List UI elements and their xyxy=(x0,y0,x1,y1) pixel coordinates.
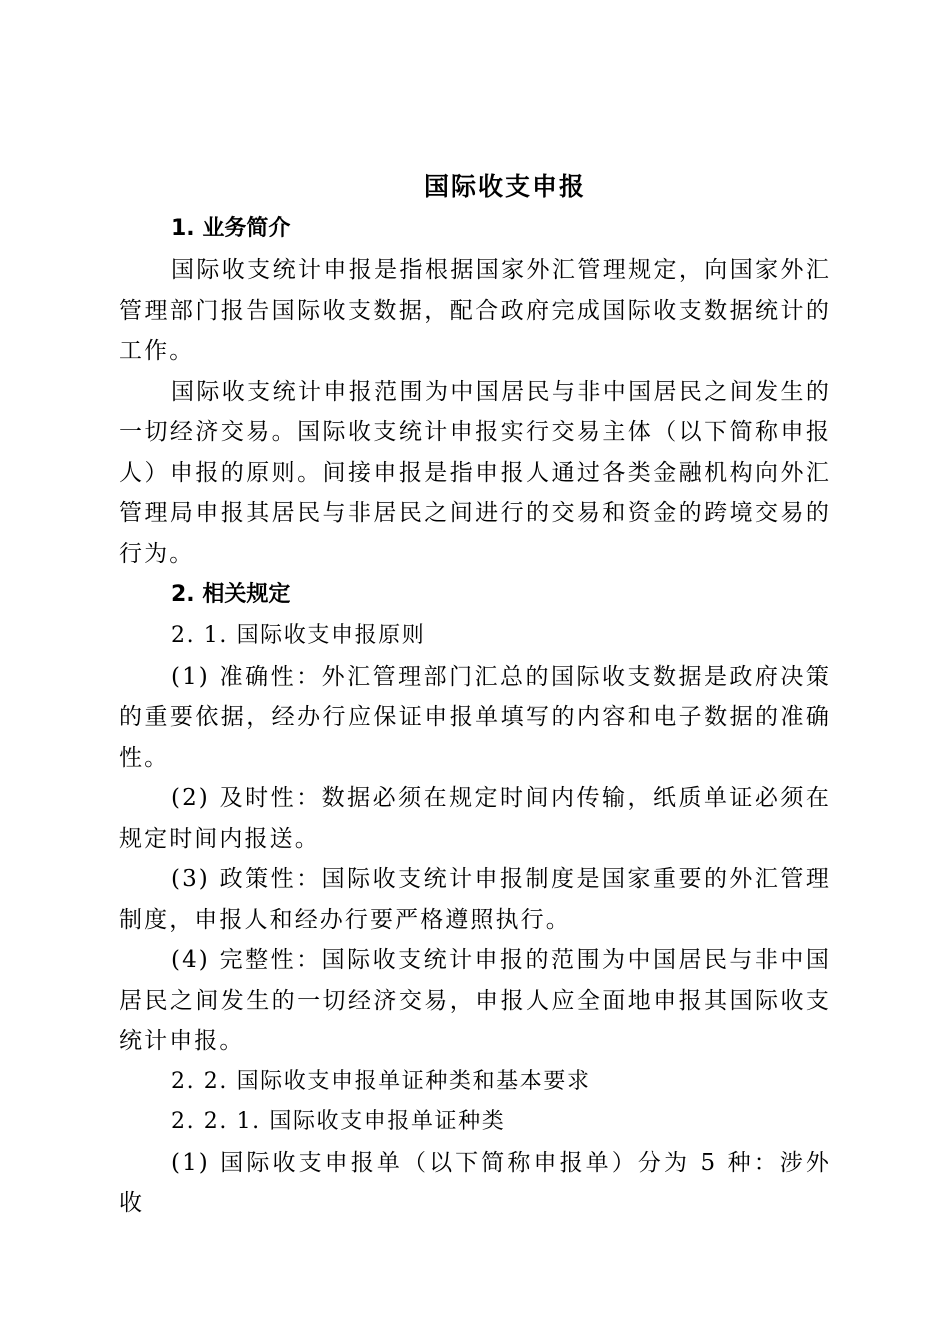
document-kind-item-1: (1) 国际收支申报单（以下简称申报单）分为 5 种：涉外收 xyxy=(119,1149,831,1216)
subsection-title-principles: 2. 1. 国际收支申报原则 xyxy=(171,623,426,648)
subsection-title-document-kinds: 2. 2. 1. 国际收支申报单证种类 xyxy=(171,1109,506,1134)
document-title: 国际收支申报 xyxy=(423,172,586,201)
principle-timeliness: (2) 及时性：数据必须在规定时间内传输，纸质单证必须在规定时间内报送。 xyxy=(119,785,831,852)
paragraph-scope: 国际收支统计申报范围为中国居民与非中国居民之间发生的一切经济交易。国际收支统计申报实行交易主体（以下简称申报人）申报的原则。间接申报是指申报人通过各类金融机构向外汇管理局申报其居民与非居民之间进行的交易和资金的跨境交易的行为。 xyxy=(119,378,831,567)
section-heading-business-intro: 1. 业务简介 xyxy=(171,216,291,241)
section-heading-regulations: 2. 相关规定 xyxy=(171,582,291,607)
subsection-title-document-types: 2. 2. 国际收支申报单证种类和基本要求 xyxy=(171,1068,591,1094)
paragraph-definition: 国际收支统计申报是指根据国家外汇管理规定，向国家外汇管理部门报告国际收支数据，配合政府完成国际收支数据统计的工作。 xyxy=(119,257,831,364)
principle-accuracy: (1) 准确性：外汇管理部门汇总的国际收支数据是政府决策的重要依据，经办行应保证申报单填写的内容和电子数据的准确性。 xyxy=(119,663,831,771)
document-body xyxy=(119,166,831,1224)
principle-policy: (3) 政策性：国际收支统计申报制度是国家重要的外汇管理制度，申报人和经办行要严格遵照执行。 xyxy=(119,866,831,933)
principle-completeness: (4) 完整性：国际收支统计申报的范围为中国居民与非中国居民之间发生的一切经济交易，申报人应全面地申报其国际收支统计申报。 xyxy=(119,947,831,1054)
